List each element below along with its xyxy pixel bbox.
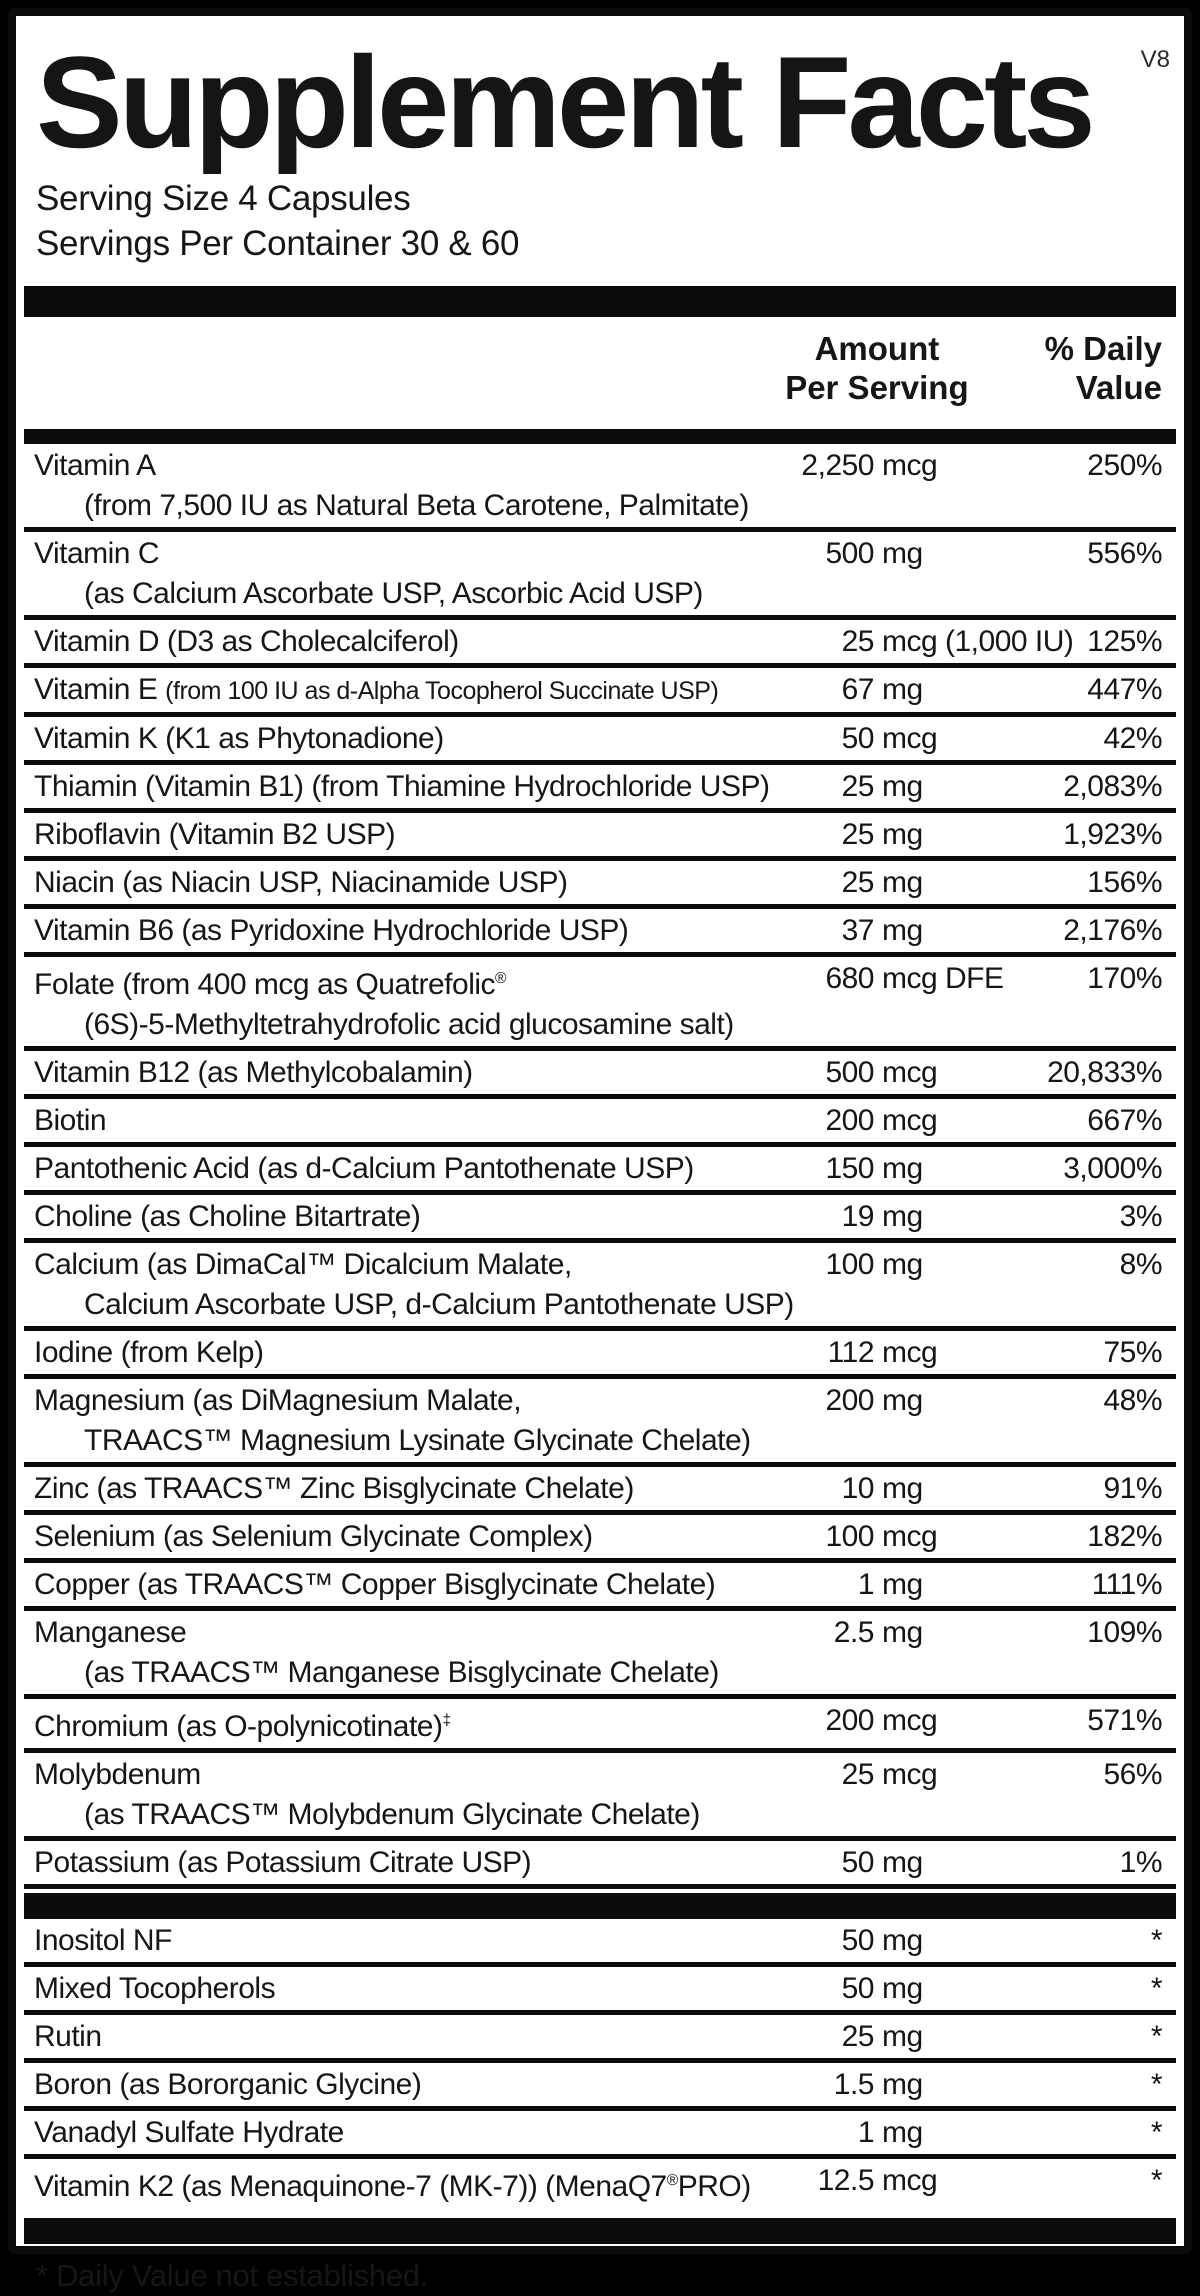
amount-unit: mcg	[882, 449, 938, 482]
daily-value: 111%	[1091, 1568, 1162, 1601]
ingredient-name: Vitamin A	[34, 449, 156, 482]
daily-value: 8%	[1119, 1248, 1162, 1281]
table-row	[24, 1099, 1176, 1147]
table-row	[24, 909, 1176, 957]
amount-unit: mcg	[882, 1104, 938, 1137]
ingredient-name: Magnesium (as DiMagnesium Malate,	[34, 1384, 522, 1417]
facts-table	[24, 286, 1176, 2244]
ingredient-name: Pantothenic Acid (as d-Calcium Pantothenate USP)	[34, 1152, 694, 1185]
page-title: Supplement Facts	[36, 29, 1092, 175]
daily-value: 1,923%	[1063, 818, 1162, 851]
main-ingredients-section	[24, 444, 1176, 1889]
daily-value: 2,083%	[1063, 770, 1162, 803]
amount-unit: mcg	[882, 1056, 938, 1089]
daily-value: *	[1150, 1924, 1162, 1957]
table-row	[24, 532, 1176, 620]
amount-value: 19	[841, 1200, 874, 1233]
table-row	[24, 1379, 1176, 1467]
amount-value: 2,250	[801, 449, 874, 482]
daily-value: 20,833%	[1047, 1056, 1162, 1089]
table-row	[24, 1967, 1176, 2015]
table-row	[24, 1147, 1176, 1195]
table-row	[24, 813, 1176, 861]
dv-header-line1: % Daily	[1044, 330, 1162, 367]
dv-header-line2: Value	[1075, 369, 1162, 406]
amount-value: 37	[841, 914, 874, 947]
daily-value: 3%	[1119, 1200, 1162, 1233]
amount-unit: mg	[882, 1200, 923, 1233]
ingredient-name: Calcium (as DimaCal™ Dicalcium Malate,	[34, 1248, 572, 1281]
amount-unit: mcg	[882, 1336, 938, 1369]
amount-value: 2.5	[833, 1616, 874, 1649]
serving-info	[36, 176, 1164, 266]
amount-unit: mg	[882, 866, 923, 899]
daily-value: *	[1150, 2116, 1162, 2149]
amount-unit: mg	[882, 1472, 923, 1505]
ingredient-name: Rutin	[34, 2020, 102, 2053]
daily-value-header	[1045, 329, 1162, 407]
ingredient-name: Thiamin (Vitamin B1) (from Thiamine Hydrochloride USP)	[34, 770, 770, 803]
ingredient-name: Mixed Tocopherols	[34, 1972, 276, 2005]
amount-value: 112	[827, 1336, 874, 1369]
amount-value: 25	[841, 818, 874, 851]
table-row	[24, 1753, 1176, 1841]
daily-value: 170%	[1087, 962, 1162, 995]
amount-value: 680	[825, 962, 874, 995]
ingredient-name: Manganese	[34, 1616, 187, 1649]
daily-value: 667%	[1087, 1104, 1162, 1137]
ingredient-name: Selenium (as Selenium Glycinate Complex)	[34, 1520, 593, 1553]
ingredient-name: Folate (from 400 mcg as Quatrefolic®	[34, 968, 507, 1001]
servings-per-container: Servings Per Container 30 & 60	[36, 224, 520, 263]
table-row	[24, 668, 1176, 717]
table-row	[24, 1919, 1176, 1967]
table-row	[24, 1611, 1176, 1699]
amount-value: 25	[841, 2020, 874, 2053]
other-ingredients-section	[24, 1919, 1176, 2208]
daily-value: 3,000%	[1063, 1152, 1162, 1185]
amount-unit: mcg	[882, 1520, 938, 1553]
ingredient-name: Inositol NF	[34, 1924, 172, 1957]
amount-value: 12.5	[817, 2164, 874, 2197]
table-row	[24, 1467, 1176, 1515]
table-row	[24, 765, 1176, 813]
ingredient-name: Vitamin E (from 100 IU as d-Alpha Tocopherol Succinate USP)	[34, 673, 719, 706]
amount-header-line2: Per Serving	[785, 369, 969, 406]
amount-unit: mg	[882, 1616, 923, 1649]
table-row	[24, 1051, 1176, 1099]
amount-unit: mg	[882, 2020, 923, 2053]
ingredient-name: Choline (as Choline Bitartrate)	[34, 1200, 421, 1233]
ingredient-source: (6S)-5-Methyltetrahydrofolic acid glucosamine salt)	[84, 1008, 734, 1041]
daily-value-footnote: * Daily Value not established.	[36, 2258, 428, 2293]
ingredient-name: Zinc (as TRAACS™ Zinc Bisglycinate Chelate)	[34, 1472, 634, 1505]
ingredient-name: Potassium (as Potassium Citrate USP)	[34, 1846, 532, 1879]
amount-unit: mcg DFE	[882, 962, 1004, 995]
daily-value: *	[1150, 2020, 1162, 2053]
amount-value: 50	[841, 722, 874, 755]
amount-unit: mcg	[882, 1704, 938, 1737]
amount-unit: mg	[882, 1972, 923, 2005]
daily-value: 556%	[1087, 537, 1162, 570]
section-divider-bar	[24, 1893, 1176, 1919]
daily-value: 156%	[1087, 866, 1162, 899]
amount-unit: mg	[882, 1568, 923, 1601]
ingredient-name: Vitamin K2 (as Menaquinone-7 (MK-7)) (MenaQ7®PRO)	[34, 2170, 751, 2203]
amount-unit: mg	[882, 2116, 923, 2149]
amount-value: 50	[841, 1924, 874, 1957]
amount-unit: mg	[882, 1152, 923, 1185]
table-row	[24, 2015, 1176, 2063]
amount-value: 50	[841, 1972, 874, 2005]
table-row	[24, 620, 1176, 668]
table-row	[24, 1841, 1176, 1889]
table-row	[24, 1331, 1176, 1379]
amount-unit: mg	[882, 2068, 923, 2101]
ingredient-name: Vitamin C	[34, 537, 159, 570]
amount-value: 100	[825, 1248, 874, 1281]
amount-unit: mg	[882, 1846, 923, 1879]
amount-unit: mg	[882, 770, 923, 803]
ingredient-name: Vitamin B6 (as Pyridoxine Hydrochloride USP)	[34, 914, 629, 947]
amount-unit: mcg	[882, 1758, 938, 1791]
ingredient-source: Calcium Ascorbate USP, d-Calcium Pantothenate USP)	[84, 1288, 794, 1321]
table-row	[24, 2063, 1176, 2111]
amount-unit: mg	[882, 818, 923, 851]
amount-value: 1	[857, 2116, 874, 2149]
amount-unit: mg	[882, 1384, 923, 1417]
amount-value: 1.5	[833, 2068, 874, 2101]
ingredient-name: Vanadyl Sulfate Hydrate	[34, 2116, 344, 2149]
amount-unit: mcg (1,000 IU)	[882, 625, 1074, 658]
table-row	[24, 861, 1176, 909]
ingredient-name: Iodine (from Kelp)	[34, 1336, 264, 1369]
header-divider-bar	[24, 429, 1176, 444]
amount-unit: mg	[882, 673, 923, 706]
daily-value: 56%	[1103, 1758, 1162, 1791]
table-row	[24, 2111, 1176, 2159]
table-row	[24, 1563, 1176, 1611]
amount-per-serving-header	[785, 329, 968, 407]
ingredient-name: Vitamin B12 (as Methylcobalamin)	[34, 1056, 473, 1089]
ingredient-name: Copper (as TRAACS™ Copper Bisglycinate Chelate)	[34, 1568, 716, 1601]
amount-value: 25	[841, 625, 874, 658]
daily-value: 447%	[1087, 673, 1162, 706]
label-content	[16, 29, 1184, 2293]
table-row	[24, 1515, 1176, 1563]
amount-value: 200	[825, 1104, 874, 1137]
daily-value: *	[1150, 1972, 1162, 2005]
amount-unit: mg	[882, 1248, 923, 1281]
amount-unit: mcg	[882, 722, 938, 755]
ingredient-name: Vitamin K (K1 as Phytonadione)	[34, 722, 444, 755]
amount-value: 200	[825, 1704, 874, 1737]
daily-value: 75%	[1103, 1336, 1162, 1369]
daily-value: *	[1150, 2164, 1162, 2197]
ingredient-source: (as TRAACS™ Molybdenum Glycinate Chelate)	[84, 1798, 700, 1831]
amount-unit: mg	[882, 914, 923, 947]
serving-size: Serving Size 4 Capsules	[36, 179, 411, 218]
footer-divider-bar	[24, 2218, 1176, 2244]
amount-value: 67	[841, 673, 874, 706]
amount-unit: mg	[882, 537, 923, 570]
daily-value: 125%	[1087, 625, 1162, 658]
version-tag: V8	[1140, 46, 1170, 73]
ingredient-name: Molybdenum	[34, 1758, 201, 1791]
amount-value: 500	[825, 537, 874, 570]
ingredient-name: Riboflavin (Vitamin B2 USP)	[34, 818, 396, 851]
daily-value: 42%	[1103, 722, 1162, 755]
daily-value: 2,176%	[1063, 914, 1162, 947]
daily-value: 571%	[1087, 1704, 1162, 1737]
amount-unit: mcg	[882, 2164, 938, 2197]
ingredient-name: Vitamin D (D3 as Cholecalciferol)	[34, 625, 459, 658]
amount-value: 500	[825, 1056, 874, 1089]
ingredient-name: Boron (as Bororganic Glycine)	[34, 2068, 422, 2101]
ingredient-source: (from 7,500 IU as Natural Beta Carotene, Palmitate)	[84, 489, 749, 522]
amount-value: 150	[825, 1152, 874, 1185]
amount-value: 200	[825, 1384, 874, 1417]
ingredient-name: Biotin	[34, 1104, 107, 1137]
ingredient-name: Niacin (as Niacin USP, Niacinamide USP)	[34, 866, 568, 899]
daily-value: 1%	[1119, 1846, 1162, 1879]
amount-value: 25	[841, 770, 874, 803]
table-row	[24, 1243, 1176, 1331]
amount-unit: mg	[882, 1924, 923, 1957]
supplement-facts-label	[8, 8, 1192, 2293]
amount-header-line1: Amount	[814, 330, 940, 367]
amount-value: 10	[841, 1472, 874, 1505]
ingredient-source: TRAACS™ Magnesium Lysinate Glycinate Chelate)	[84, 1424, 751, 1457]
daily-value: *	[1150, 2068, 1162, 2101]
table-row	[24, 1699, 1176, 1753]
column-headers	[24, 317, 1176, 429]
table-row	[24, 2159, 1176, 2208]
table-row	[24, 1195, 1176, 1243]
ingredient-source: (as TRAACS™ Manganese Bisglycinate Chelate)	[84, 1656, 719, 1689]
table-row	[24, 957, 1176, 1051]
table-row	[24, 717, 1176, 765]
ingredient-name: Chromium (as O-polynicotinate)‡	[34, 1710, 451, 1743]
amount-value: 25	[841, 866, 874, 899]
amount-value: 100	[825, 1520, 874, 1553]
daily-value: 48%	[1103, 1384, 1162, 1417]
daily-value: 91%	[1103, 1472, 1162, 1505]
amount-value: 25	[841, 1758, 874, 1791]
amount-value: 50	[841, 1846, 874, 1879]
amount-value: 1	[857, 1568, 874, 1601]
ingredient-source: (as Calcium Ascorbate USP, Ascorbic Acid USP)	[84, 577, 703, 610]
daily-value: 109%	[1087, 1616, 1162, 1649]
top-divider-bar	[24, 286, 1176, 317]
table-row	[24, 444, 1176, 532]
daily-value: 182%	[1087, 1520, 1162, 1553]
daily-value: 250%	[1087, 449, 1162, 482]
